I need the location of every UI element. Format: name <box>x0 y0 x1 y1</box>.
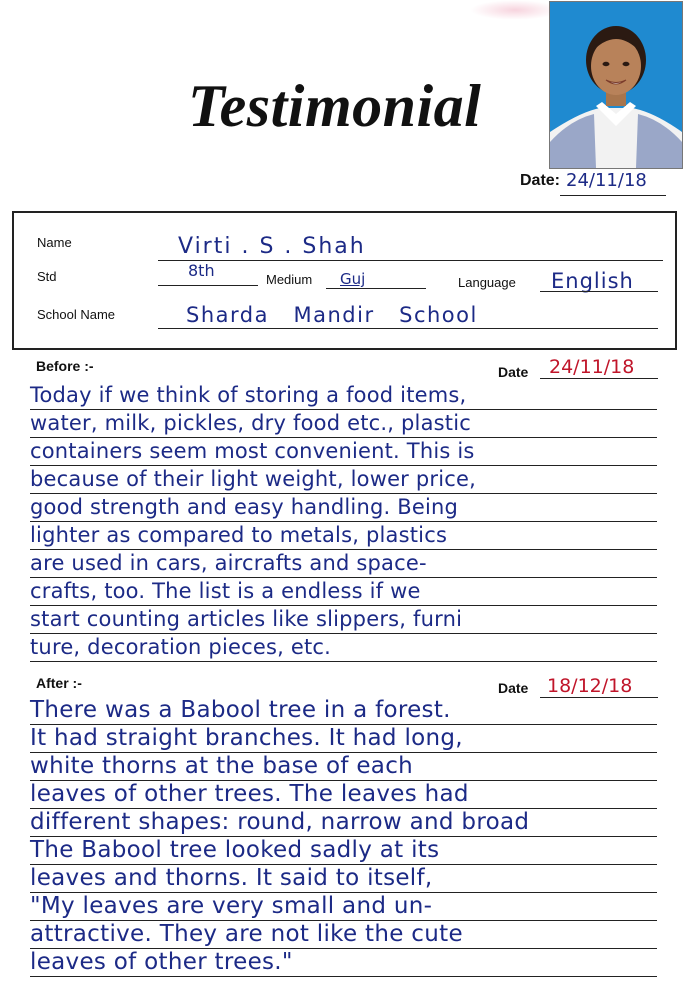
before-text-line: containers seem most convenient. This is <box>30 438 657 466</box>
before-text-line: good strength and easy handling. Being <box>30 494 657 522</box>
before-text-line: Today if we think of storing a food items, <box>30 382 657 410</box>
before-date-label: Date <box>498 364 529 380</box>
before-section-label: Before :- <box>36 358 94 374</box>
medium-value: Guj <box>340 270 366 288</box>
date-underline <box>560 195 666 196</box>
after-date-label: Date <box>498 680 529 696</box>
name-value: Virti . S . Shah <box>178 234 366 259</box>
after-date-value: 18/12/18 <box>547 675 633 697</box>
after-text-line: There was a Babool tree in a forest. <box>30 697 657 725</box>
medium-label: Medium <box>266 272 313 287</box>
std-label: Std <box>37 269 57 284</box>
student-photo <box>549 1 683 169</box>
std-underline <box>158 285 258 286</box>
language-value: English <box>551 269 634 293</box>
school-name-label: School Name <box>37 307 116 322</box>
school-name-underline <box>158 328 658 329</box>
after-text-line: It had straight branches. It had long, <box>30 725 657 753</box>
after-text-line: leaves of other trees." <box>30 949 657 977</box>
date-label: Date: <box>520 172 561 189</box>
after-text-line: "My leaves are very small and un- <box>30 893 657 921</box>
language-underline <box>540 291 658 292</box>
page-title: Testimonial <box>188 73 482 139</box>
before-text-line: ture, decoration pieces, etc. <box>30 634 657 662</box>
after-text-line: The Babool tree looked sadly at its <box>30 837 657 865</box>
std-value: 8th <box>188 261 215 280</box>
before-date-underline <box>540 378 658 379</box>
before-text-line: start counting articles like slippers, furni <box>30 606 657 634</box>
school-name-value: Sharda Mandir School <box>186 303 478 327</box>
name-label: Name <box>37 235 72 250</box>
after-text-line: leaves and thorns. It said to itself, <box>30 865 657 893</box>
before-text-line: crafts, too. The list is a endless if we <box>30 578 657 606</box>
before-text-line: are used in cars, aircrafts and space- <box>30 550 657 578</box>
before-text-line: water, milk, pickles, dry food etc., plastic <box>30 410 657 438</box>
decorative-pink-blot <box>470 0 560 20</box>
before-text-line: lighter as compared to metals, plastics <box>30 522 657 550</box>
before-text-line: because of their light weight, lower price, <box>30 466 657 494</box>
after-section-label: After :- <box>36 675 82 691</box>
after-text-line: attractive. They are not like the cute <box>30 921 657 949</box>
medium-underline <box>326 288 426 289</box>
date-value: 24/11/18 <box>566 170 647 191</box>
before-date-value: 24/11/18 <box>549 356 635 378</box>
student-portrait-image <box>550 2 682 168</box>
after-text-line: different shapes: round, narrow and broad <box>30 809 657 837</box>
after-text-line: leaves of other trees. The leaves had <box>30 781 657 809</box>
name-underline <box>158 260 663 261</box>
language-label: Language <box>458 275 516 290</box>
after-text-line: white thorns at the base of each <box>30 753 657 781</box>
